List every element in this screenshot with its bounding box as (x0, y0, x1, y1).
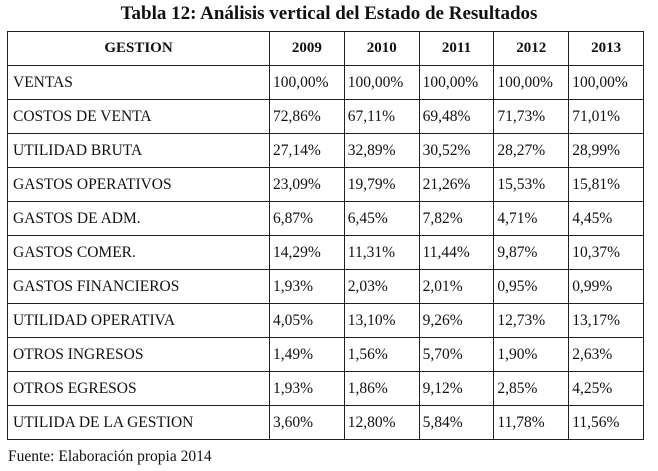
table-row (8, 66, 644, 100)
cell-value: 67,11% (344, 100, 419, 134)
cell-value: 19,79% (344, 168, 419, 202)
cell-value: 15,81% (569, 168, 644, 202)
cell-value: 2,63% (569, 338, 644, 372)
column-header-year: 2012 (494, 32, 569, 66)
table-row (8, 304, 644, 338)
cell-value: 23,09% (270, 168, 345, 202)
cell-value: 0,95% (494, 270, 569, 304)
cell-value: 6,45% (344, 202, 419, 236)
cell-value: 10,37% (569, 236, 644, 270)
cell-value: 1,93% (270, 372, 345, 406)
table-body (8, 66, 644, 440)
cell-value: 1,86% (344, 372, 419, 406)
cell-value: 27,14% (270, 134, 345, 168)
row-label: GASTOS OPERATIVOS (8, 168, 270, 202)
table-row (8, 100, 644, 134)
table-row (8, 202, 644, 236)
cell-value: 11,31% (344, 236, 419, 270)
column-header-year: 2011 (419, 32, 494, 66)
cell-value: 13,10% (344, 304, 419, 338)
row-label: UTILIDAD OPERATIVA (8, 304, 270, 338)
cell-value: 2,01% (419, 270, 494, 304)
table-row (8, 134, 644, 168)
cell-value: 100,00% (270, 66, 345, 100)
column-header-gestion: GESTION (8, 32, 270, 66)
cell-value: 11,56% (569, 406, 644, 440)
cell-value: 28,27% (494, 134, 569, 168)
table-row (8, 270, 644, 304)
table-row (8, 406, 644, 440)
cell-value: 4,05% (270, 304, 345, 338)
cell-value: 6,87% (270, 202, 345, 236)
cell-value: 1,93% (270, 270, 345, 304)
column-header-year: 2013 (569, 32, 644, 66)
cell-value: 11,78% (494, 406, 569, 440)
row-label: UTILIDAD BRUTA (8, 134, 270, 168)
cell-value: 14,29% (270, 236, 345, 270)
row-label: GASTOS COMER. (8, 236, 270, 270)
cell-value: 9,12% (419, 372, 494, 406)
cell-value: 2,03% (344, 270, 419, 304)
cell-value: 4,71% (494, 202, 569, 236)
cell-value: 9,26% (419, 304, 494, 338)
row-label: OTROS INGRESOS (8, 338, 270, 372)
cell-value: 71,01% (569, 100, 644, 134)
row-label: VENTAS (8, 66, 270, 100)
row-label: GASTOS DE ADM. (8, 202, 270, 236)
row-label: UTILIDA DE LA GESTION (8, 406, 270, 440)
cell-value: 71,73% (494, 100, 569, 134)
cell-value: 15,53% (494, 168, 569, 202)
cell-value: 21,26% (419, 168, 494, 202)
column-header-year: 2010 (344, 32, 419, 66)
cell-value: 12,80% (344, 406, 419, 440)
cell-value: 1,56% (344, 338, 419, 372)
cell-value: 12,73% (494, 304, 569, 338)
table-row (8, 236, 644, 270)
cell-value: 1,49% (270, 338, 345, 372)
cell-value: 4,25% (569, 372, 644, 406)
cell-value: 0,99% (569, 270, 644, 304)
cell-value: 11,44% (419, 236, 494, 270)
table-row (8, 338, 644, 372)
row-label: OTROS EGRESOS (8, 372, 270, 406)
row-label: GASTOS FINANCIEROS (8, 270, 270, 304)
column-header-year: 2009 (270, 32, 345, 66)
table-header-row (8, 32, 644, 66)
table-row (8, 372, 644, 406)
row-label: COSTOS DE VENTA (8, 100, 270, 134)
cell-value: 13,17% (569, 304, 644, 338)
source-note: Fuente: Elaboración propia 2014 (8, 448, 212, 465)
cell-value: 28,99% (569, 134, 644, 168)
cell-value: 30,52% (419, 134, 494, 168)
cell-value: 5,84% (419, 406, 494, 440)
cell-value: 4,45% (569, 202, 644, 236)
cell-value: 72,86% (270, 100, 345, 134)
cell-value: 3,60% (270, 406, 345, 440)
cell-value: 69,48% (419, 100, 494, 134)
income-statement-table (7, 31, 644, 440)
cell-value: 32,89% (344, 134, 419, 168)
cell-value: 9,87% (494, 236, 569, 270)
cell-value: 100,00% (569, 66, 644, 100)
cell-value: 5,70% (419, 338, 494, 372)
cell-value: 100,00% (419, 66, 494, 100)
cell-value: 2,85% (494, 372, 569, 406)
cell-value: 100,00% (494, 66, 569, 100)
cell-value: 100,00% (344, 66, 419, 100)
table-title: Tabla 12: Análisis vertical del Estado de Resultados (120, 3, 538, 24)
cell-value: 1,90% (494, 338, 569, 372)
cell-value: 7,82% (419, 202, 494, 236)
table-row (8, 168, 644, 202)
